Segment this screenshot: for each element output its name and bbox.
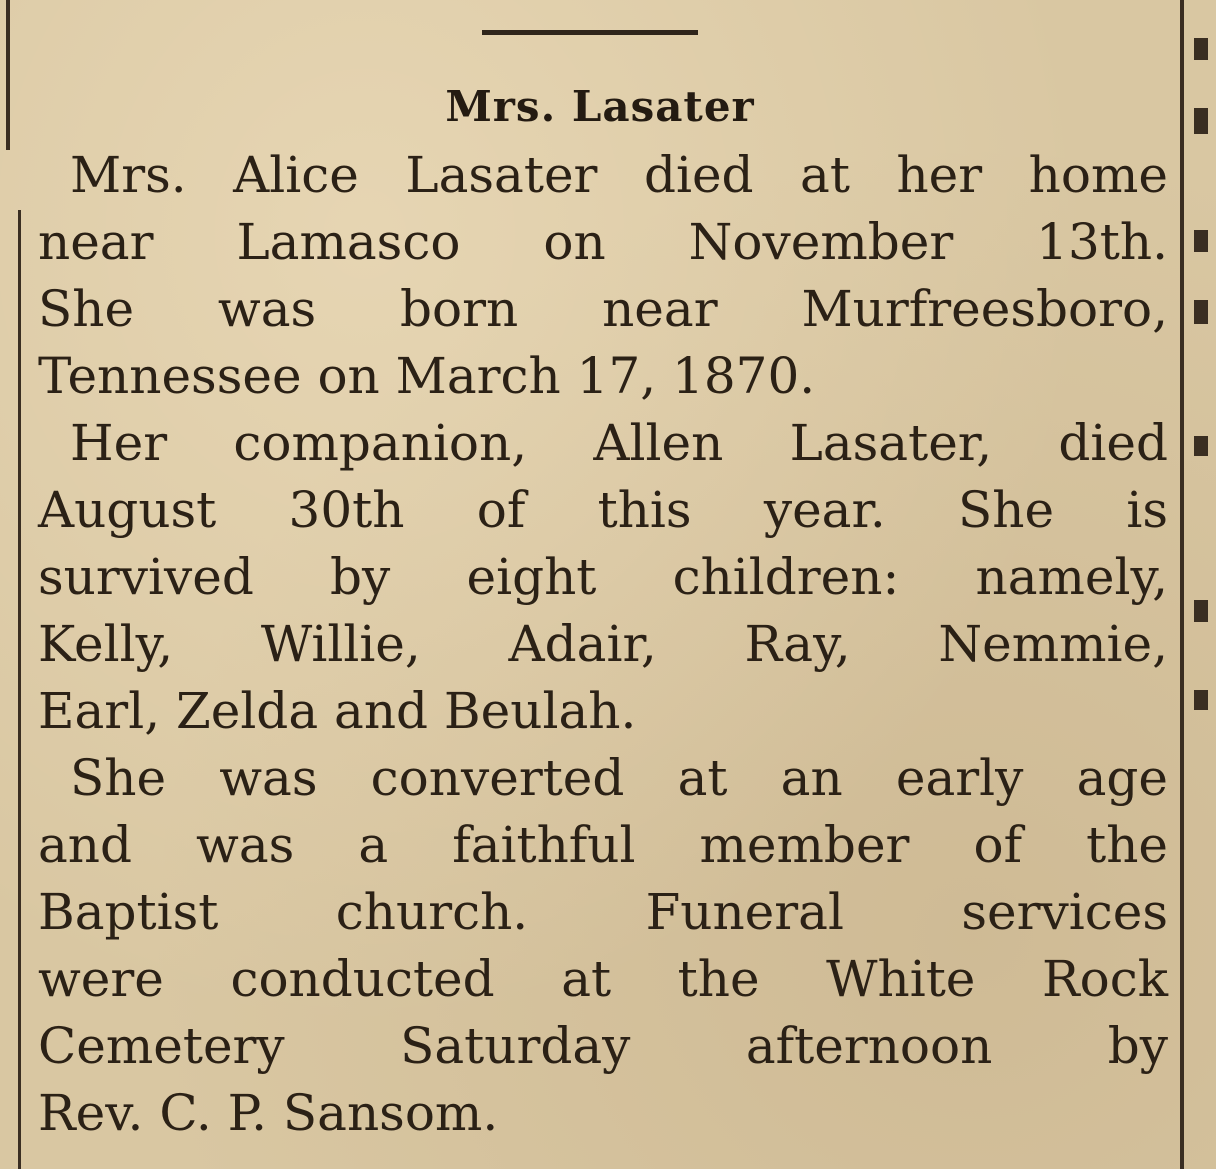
article-line: Tennessee on March 17, 1870. [38, 347, 816, 405]
article-line: and was a faithful member of the [38, 816, 1168, 874]
article-line: Her companion, Allen Lasater, died [70, 414, 1168, 472]
section-divider [482, 30, 698, 35]
edge-mark [1194, 436, 1208, 456]
column-rule-right [1180, 0, 1184, 1169]
article-line: were conducted at the White Rock [38, 950, 1168, 1008]
column-rule-left [18, 210, 21, 1169]
article-line: August 30th of this year. She is [38, 481, 1168, 539]
article-line: Kelly, Willie, Adair, Ray, Nemmie, [38, 615, 1168, 673]
article-line: Earl, Zelda and Beulah. [38, 682, 637, 740]
edge-mark [1194, 108, 1208, 134]
edge-mark [1194, 300, 1208, 324]
article-line: Rev. C. P. Sansom. [38, 1084, 499, 1142]
article-line: Cemetery Saturday afternoon by [38, 1017, 1168, 1075]
article-body [38, 142, 1168, 1147]
column-rule-left-top [6, 0, 10, 150]
article-line: She was born near Murfreesboro, [38, 280, 1168, 338]
edge-mark [1194, 600, 1208, 622]
article-line: near Lamasco on November 13th. [38, 213, 1168, 271]
article-title: Mrs. Lasater [445, 82, 755, 131]
adjacent-column-edge [1188, 0, 1216, 1169]
edge-mark [1194, 230, 1208, 252]
article-line: survived by eight children: namely, [38, 548, 1168, 606]
article-line: Mrs. Alice Lasater died at her home [70, 146, 1168, 204]
article-line: She was converted at an early age [70, 749, 1168, 807]
article-line: Baptist church. Funeral services [38, 883, 1168, 941]
edge-mark [1194, 690, 1208, 710]
edge-mark [1194, 38, 1208, 60]
